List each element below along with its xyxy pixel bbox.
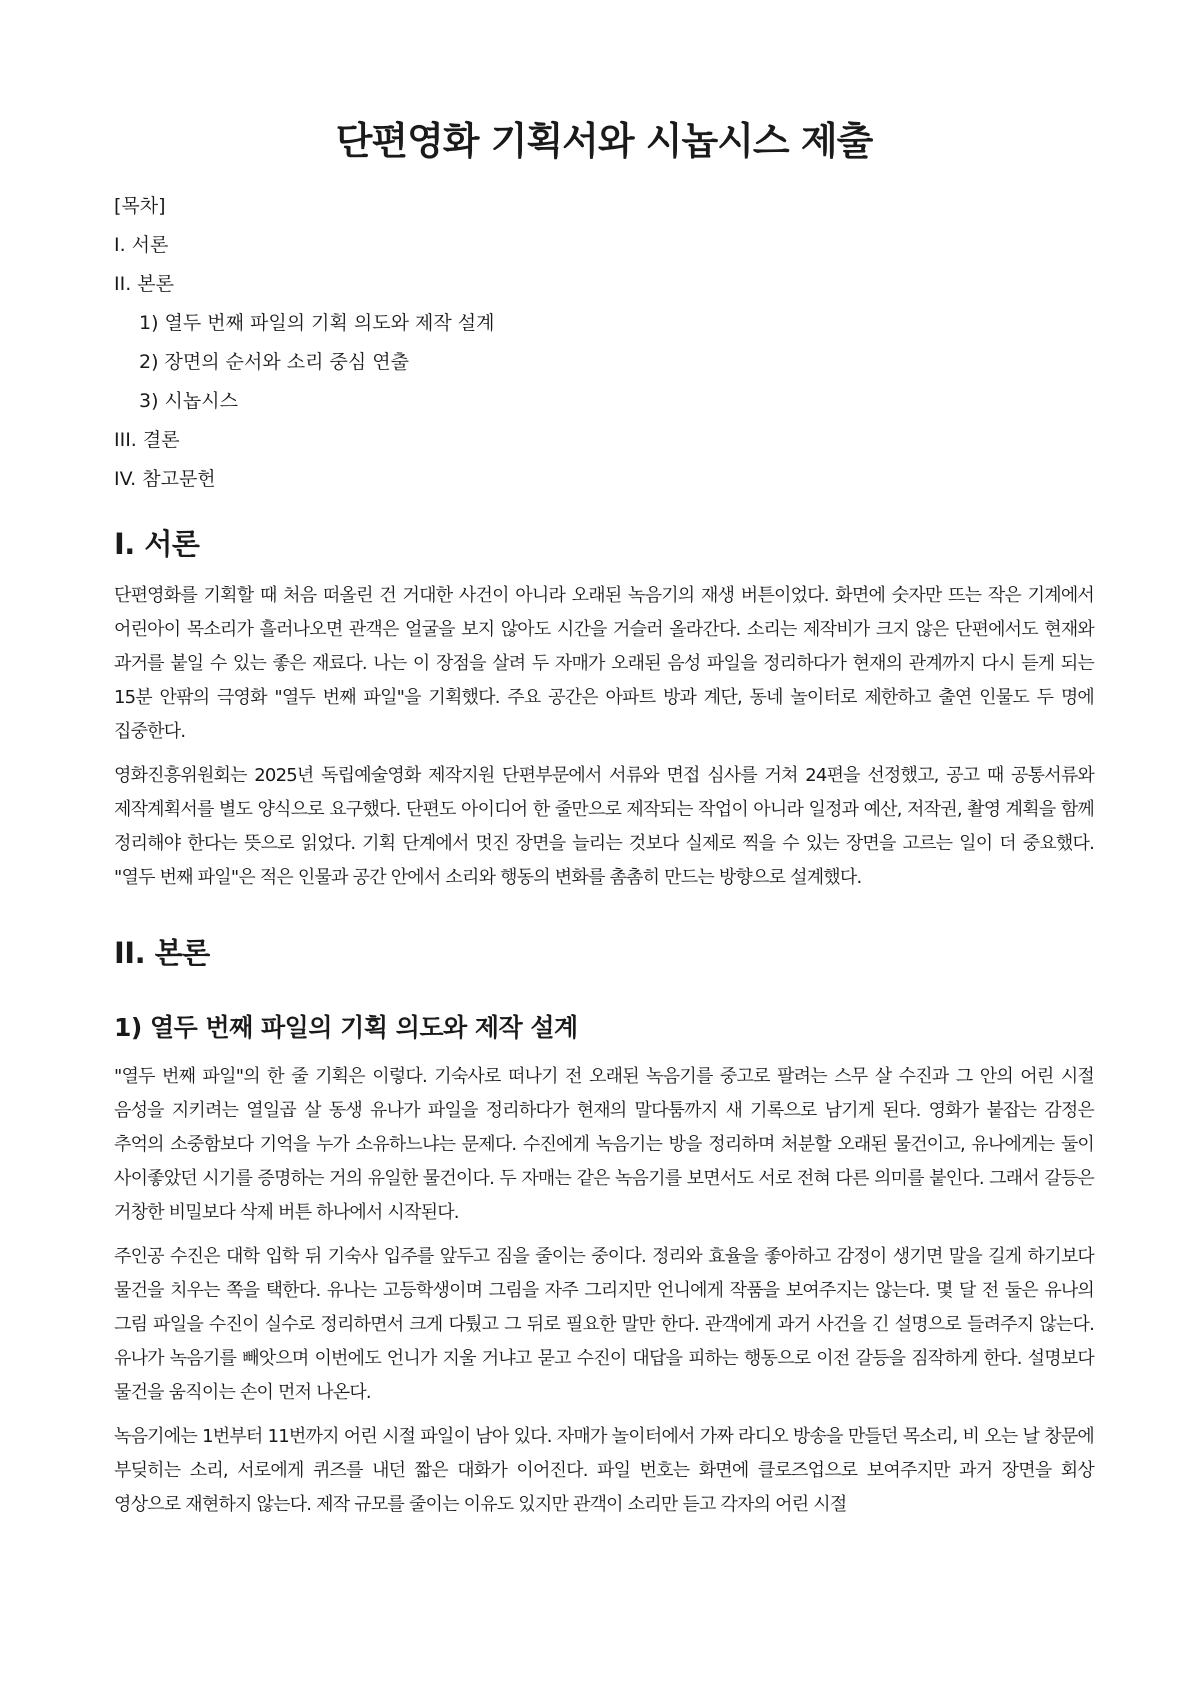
toc-item-body-1[interactable]: 1) 열두 번째 파일의 기획 의도와 제작 설계	[139, 312, 495, 334]
paragraph: "열두 번째 파일"의 한 줄 기획은 이렇다. 기숙사로 떠나기 전 오래된 녹음기를 중고로 팔려는 스무 살 수진과 그 안의 어린 시절 음성을 지키려는 열일곱 살 동생 유나가 파일을 정리하다가 현재의 말다툼까지 새 기록으로 남기게 된다. 영화가 붙잡는 감정은 추억의 소중함보다 기억을 누가 소유하느냐는 문제다. 수진에게 녹음기는 방을 정리하며 처분할 오래된 물건이고, 유나에게는 둘이 사이좋았던 시기를 증명하는 거의 유일한 물건이다. 두 자매는 같은 녹음기를 보면서도 서로 전혀 다른 의미를 붙인다. 그래서 갈등은 거창한 비밀보다 삭제 버튼 하나에서 시작된다.	[114, 1066, 1094, 1223]
table-of-contents	[114, 193, 1094, 492]
subsection-heading: 1) 열두 번째 파일의 기획 의도와 제작 설계	[114, 1013, 578, 1042]
toc-item-conclusion[interactable]: III. 결론	[114, 429, 180, 451]
section-body	[114, 931, 1094, 1522]
section-intro	[114, 522, 1094, 895]
section-heading: I. 서론	[114, 527, 200, 561]
toc-item-body[interactable]: II. 본론	[114, 273, 174, 295]
toc-heading: [목차]	[114, 195, 166, 217]
paragraph: 주인공 수진은 대학 입학 뒤 기숙사 입주를 앞두고 짐을 줄이는 중이다. 정리와 효율을 좋아하고 감정이 생기면 말을 길게 하기보다 물건을 치우는 쪽을 택한다. 유나는 고등학생이며 그림을 자주 그리지만 언니에게 작품을 보여주지는 않는다. 몇 달 전 둘은 유나의 그림 파일을 수진이 실수로 정리하면서 크게 다퉜고 그 뒤로 필요한 말만 한다. 관객에게 과거 사건을 긴 설명으로 들려주지 않는다. 유나가 녹음기를 빼앗으며 이번에도 언니가 지울 거냐고 묻고 수진이 대답을 피하는 행동으로 이전 갈등을 짐작하게 한다. 설명보다 물건을 움직이는 손이 먼저 나온다.	[114, 1246, 1094, 1403]
paragraph: 영화진흥위원회는 2025년 독립예술영화 제작지원 단편부문에서 서류와 면접 심사를 거쳐 24편을 선정했고, 공고 때 공통서류와 제작계획서를 별도 양식으로 요구했다. 단편도 아이디어 한 줄만으로 제작되는 작업이 아니라 일정과 예산, 저작권, 촬영 계획을 함께 정리해야 한다는 뜻으로 읽었다. 기획 단계에서 멋진 장면을 늘리는 것보다 실제로 찍을 수 있는 장면을 고르는 일이 더 중요했다. "열두 번째 파일"은 적은 인물과 공간 안에서 소리와 행동의 변화를 촘촘히 만드는 방향으로 설계했다.	[114, 765, 1094, 888]
paragraph: 단편영화를 기획할 때 처음 떠올린 건 거대한 사건이 아니라 오래된 녹음기의 재생 버튼이었다. 화면에 숫자만 뜨는 작은 기계에서 어린아이 목소리가 흘러나오면 관객은 얼굴을 보지 않아도 시간을 거슬러 올라간다. 소리는 제작비가 크지 않은 단편에서도 현재와 과거를 붙일 수 있는 좋은 재료다. 나는 이 장점을 살려 두 자매가 오래된 음성 파일을 정리하다가 현재의 관계까지 다시 듣게 되는 15분 안팎의 극영화 "열두 번째 파일"을 기획했다. 주요 공간은 아파트 방과 계단, 동네 놀이터로 제한하고 출연 인물도 두 명에 집중한다.	[114, 585, 1094, 742]
toc-item-body-3[interactable]: 3) 시놉시스	[139, 390, 238, 412]
paragraph: 녹음기에는 1번부터 11번까지 어린 시절 파일이 남아 있다. 자매가 놀이터에서 가짜 라디오 방송을 만들던 목소리, 비 오는 날 창문에 부딪히는 소리, 서로에게 퀴즈를 내던 짧은 대화가 이어진다. 파일 번호는 화면에 클로즈업으로 보여주지만 과거 장면을 회상 영상으로 재현하지 않는다. 제작 규모를 줄이는 이유도 있지만 관객이 소리만 듣고 각자의 어린 시절	[114, 1426, 1094, 1515]
document-page	[114, 110, 1094, 1532]
toc-item-intro[interactable]: I. 서론	[114, 234, 169, 256]
section-heading: II. 본론	[114, 936, 210, 970]
document-title: 단편영화 기획서와 시놉시스 제출	[335, 119, 873, 163]
toc-item-references[interactable]: IV. 참고문헌	[114, 468, 216, 490]
toc-item-body-2[interactable]: 2) 장면의 순서와 소리 중심 연출	[139, 351, 409, 373]
